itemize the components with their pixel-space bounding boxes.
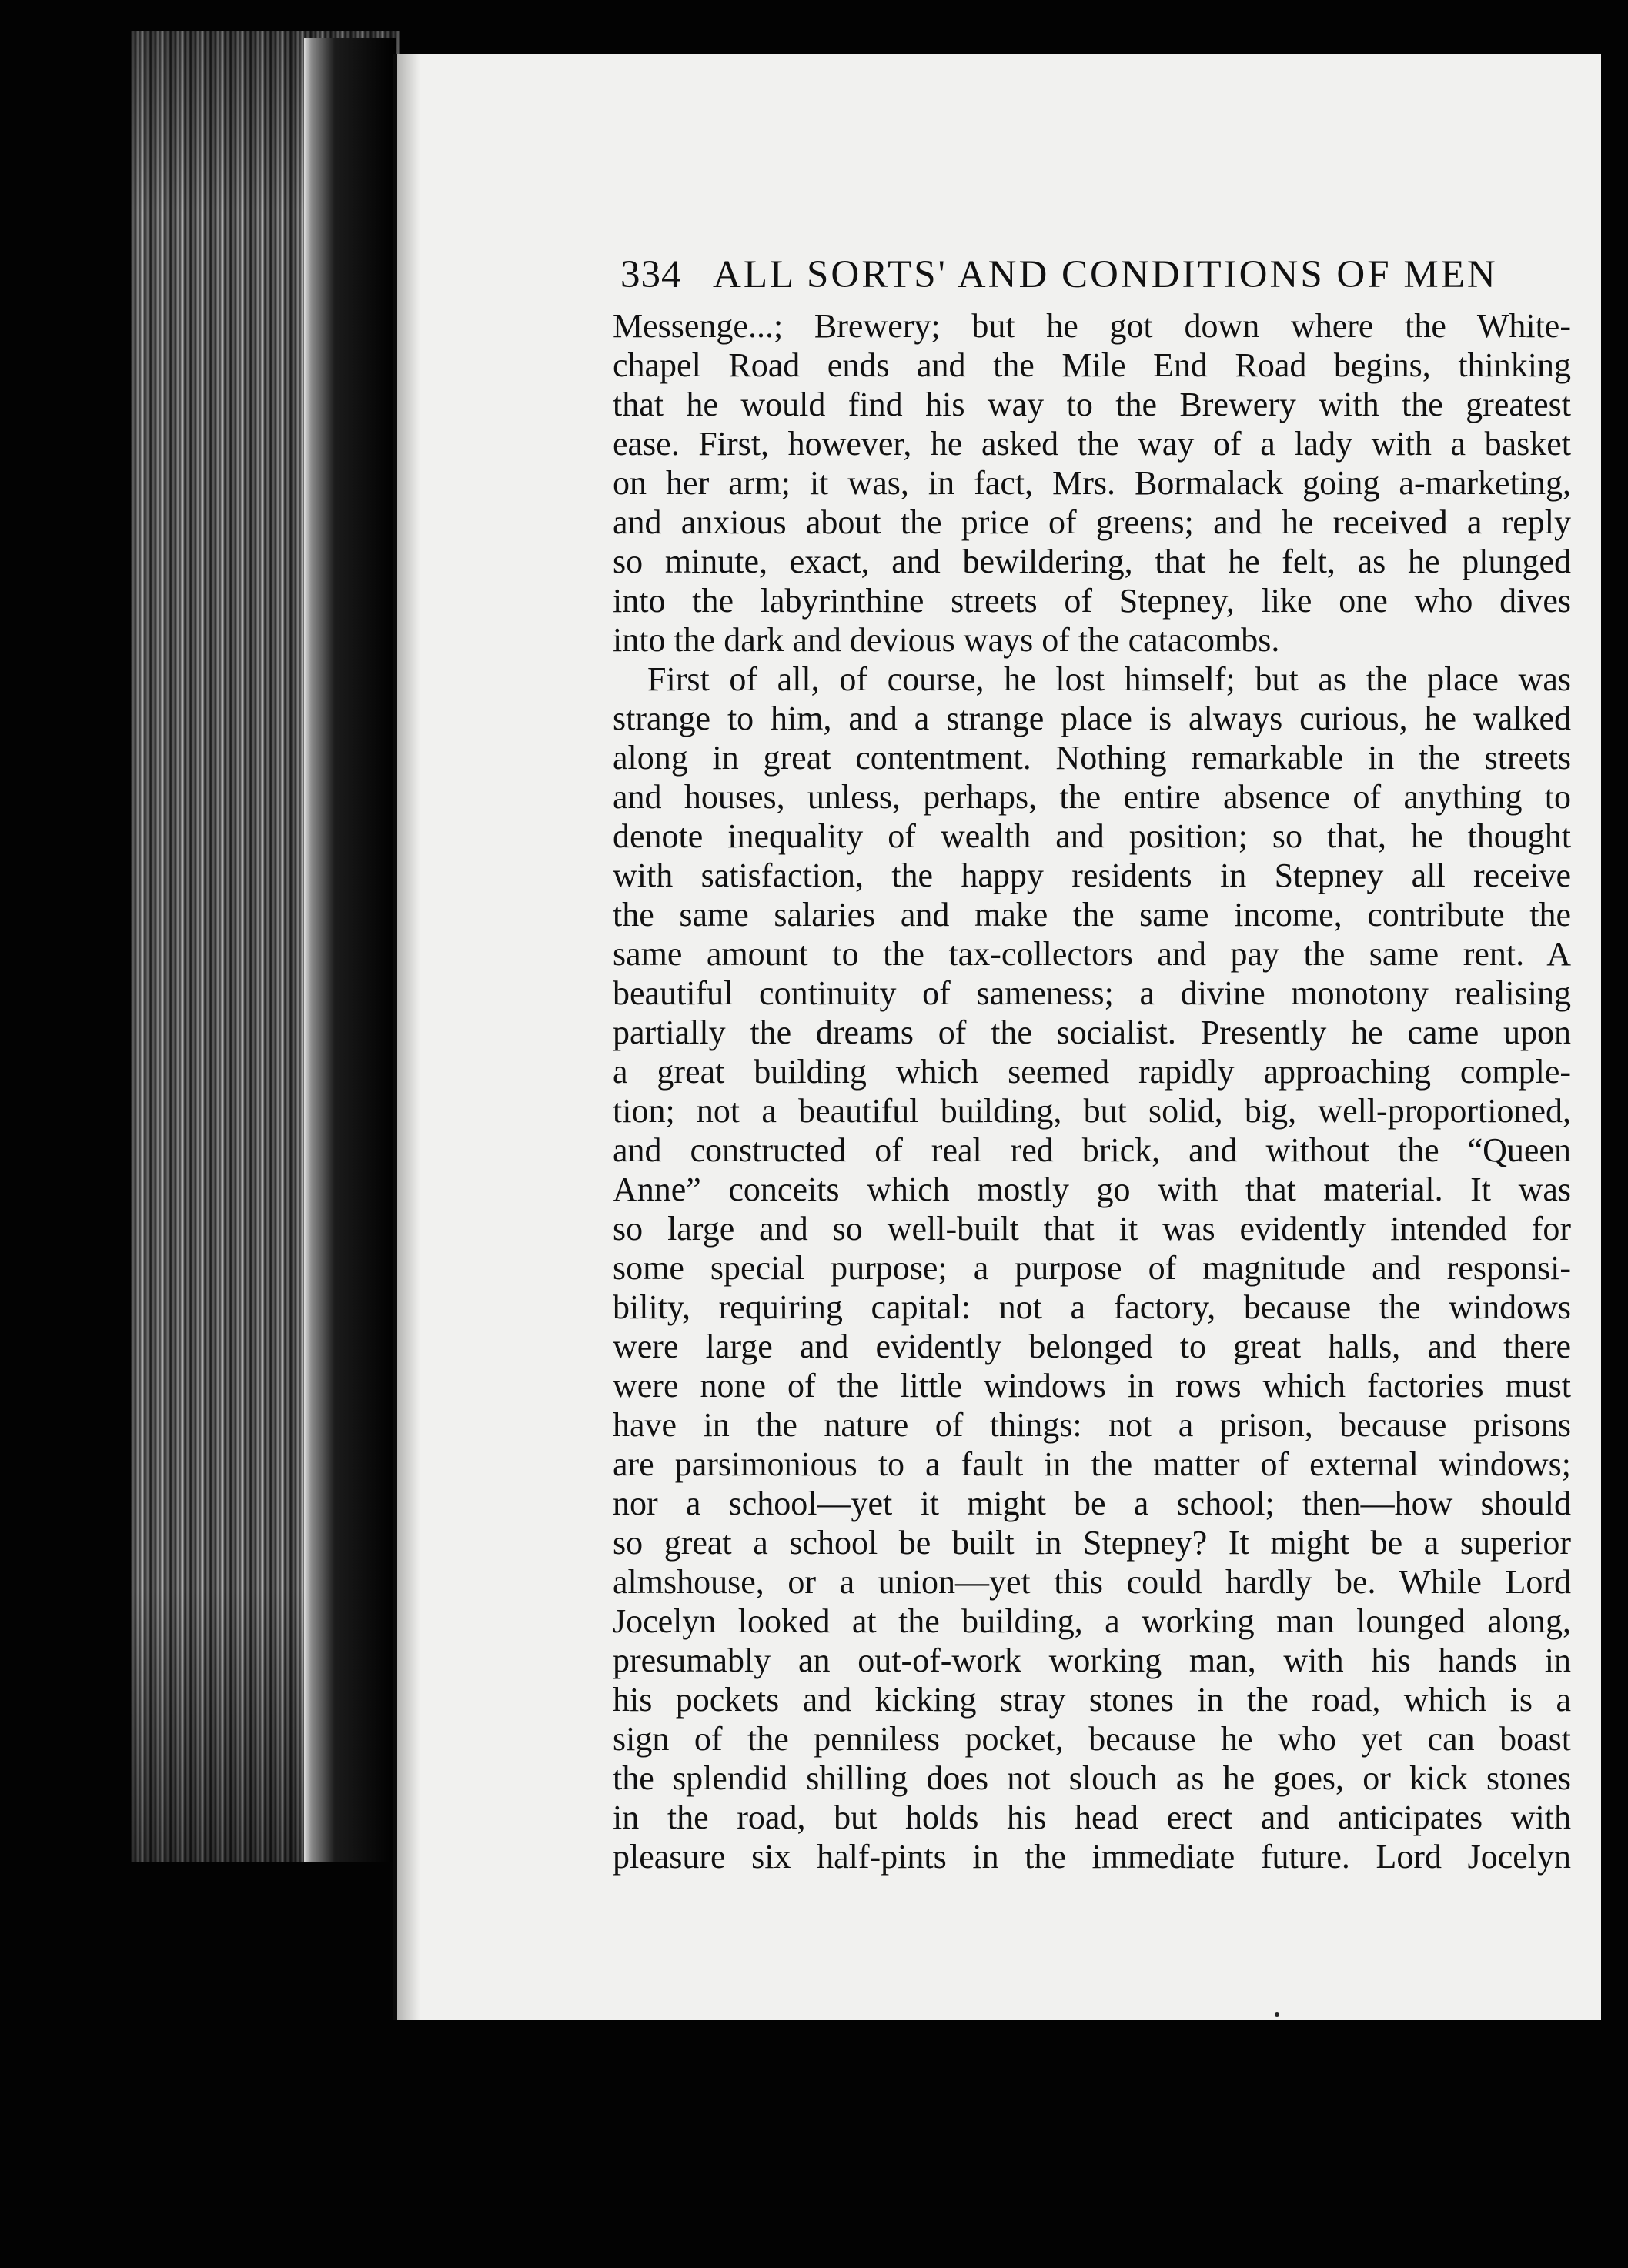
page-shade xyxy=(397,54,420,2020)
text-line: denote inequality of wealth and position; so that, he thought xyxy=(613,817,1571,855)
body-text xyxy=(613,306,1571,1876)
text-line: that he would find his way to the Brewery with the greatest xyxy=(613,386,1571,423)
text-line: tion; not a beautiful building, but solid, big, well-proportioned, xyxy=(613,1092,1571,1130)
text-line: his pockets and kicking stray stones in the road, which is a xyxy=(613,1681,1571,1719)
text-line: bility, requiring capital: not a factory, because the windows xyxy=(613,1288,1571,1326)
text-line: and anxious about the price of greens; and he received a reply xyxy=(613,503,1571,541)
page-number: 334 xyxy=(620,253,682,296)
running-head xyxy=(620,252,1575,299)
text-line: so large and so well-built that it was evidently intended for xyxy=(613,1210,1571,1248)
text-line: into the dark and devious ways of the catacombs. xyxy=(613,621,1280,659)
text-line: into the labyrinthine streets of Stepney, like one who dives xyxy=(613,582,1571,620)
text-line: beautiful continuity of sameness; a divine monotony realising xyxy=(613,974,1571,1012)
text-line: same amount to the tax-collectors and pay the same rent. A xyxy=(613,935,1571,973)
text-line: were large and evidently belonged to great halls, and there xyxy=(613,1328,1571,1365)
text-line: the splendid shilling does not slouch as he goes, or kick stones xyxy=(613,1759,1571,1797)
text-line: so minute, exact, and bewildering, that he felt, as he plunged xyxy=(613,543,1571,580)
text-line: strange to him, and a strange place is always curious, he walked xyxy=(613,700,1571,737)
text-line: chapel Road ends and the Mile End Road begins, thinking xyxy=(613,346,1571,384)
text-line: pleasure six half-pints in the immediate future. Lord Jocelyn xyxy=(613,1838,1571,1876)
text-line: Jocelyn looked at the building, a working man lounged along, xyxy=(613,1602,1571,1640)
text-line: so great a school be built in Stepney? It might be a superior xyxy=(613,1524,1571,1562)
book-gutter-shadow xyxy=(304,38,396,1862)
text-line: presumably an out-of-work working man, with his hands in xyxy=(613,1642,1571,1679)
text-line: on her arm; it was, in fact, Mrs. Bormalack going a-marketing, xyxy=(613,464,1571,502)
text-line: and houses, unless, perhaps, the entire absence of anything to xyxy=(613,778,1571,816)
text-line: partially the dreams of the socialist. Presently he came upon xyxy=(613,1014,1571,1051)
text-line: Anne” conceits which mostly go with that material. It was xyxy=(613,1171,1571,1208)
text-line: are parsimonious to a fault in the matter of external windows; xyxy=(613,1445,1571,1483)
text-line: ease. First, however, he asked the way of a lady with a basket xyxy=(613,425,1571,463)
text-line: were none of the little windows in rows which factories must xyxy=(613,1367,1571,1405)
text-line: sign of the penniless pocket, because he who yet can boast xyxy=(613,1720,1571,1758)
text-line: almshouse, or a union—yet this could hardly be. While Lord xyxy=(613,1563,1571,1601)
text-line: some special purpose; a purpose of magnitude and responsi- xyxy=(613,1249,1571,1287)
text-line: nor a school—yet it might be a school; then—how should xyxy=(613,1485,1571,1522)
text-line: a great building which seemed rapidly approaching comple- xyxy=(613,1053,1571,1091)
text-line: Messenge...; Brewery; but he got down where the White- xyxy=(613,307,1571,345)
text-line: First of all, of course, he lost himself; but as the place was xyxy=(647,660,1571,698)
text-line: and constructed of real red brick, and without the “Queen xyxy=(613,1131,1571,1169)
book-page xyxy=(393,54,1601,2020)
running-title: ALL SORTS' AND CONDITIONS OF MEN xyxy=(713,253,1498,296)
print-speck xyxy=(1275,2012,1279,2017)
text-line: in the road, but holds his head erect and anticipates with xyxy=(613,1799,1571,1836)
text-line: along in great contentment. Nothing remarkable in the streets xyxy=(613,739,1571,777)
text-line: have in the nature of things: not a prison, because prisons xyxy=(613,1406,1571,1444)
text-line: with satisfaction, the happy residents in Stepney all receive xyxy=(613,857,1571,894)
text-line: the same salaries and make the same income, contribute the xyxy=(613,896,1571,934)
